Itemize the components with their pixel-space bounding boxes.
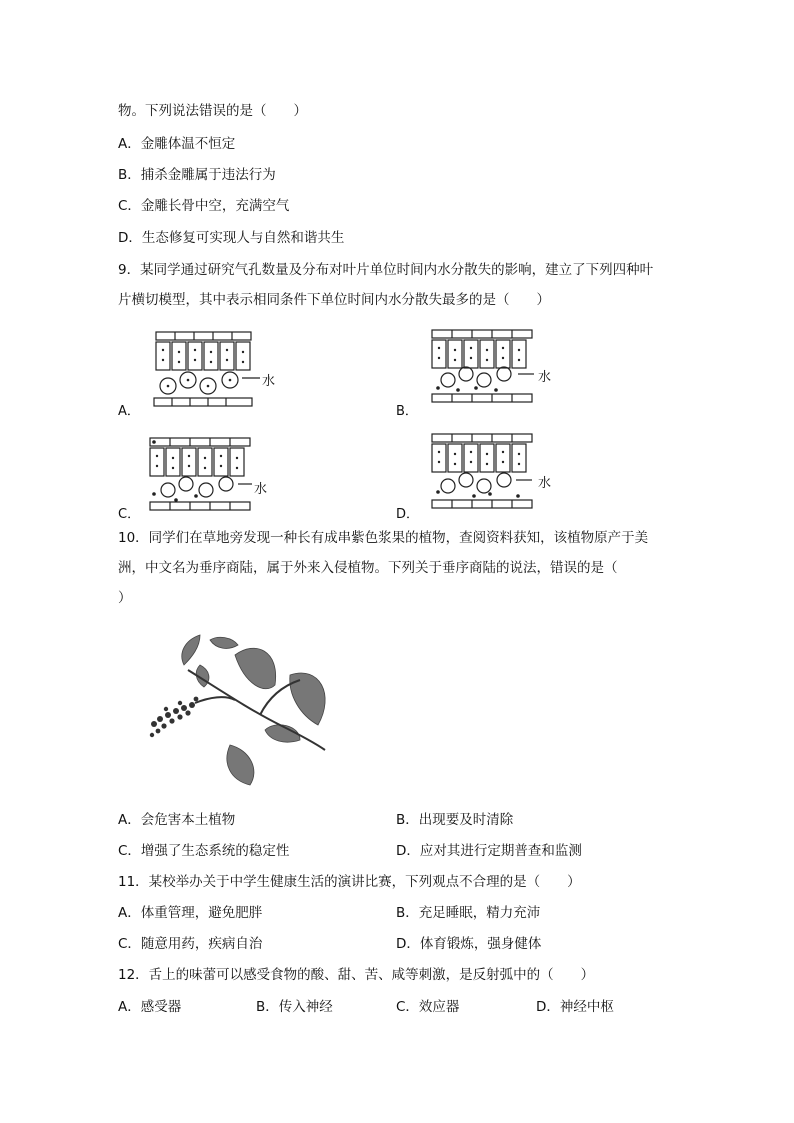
q10-option-b: B．出现要及时清除 bbox=[396, 812, 514, 828]
q9-leaf-model-c bbox=[146, 436, 281, 516]
q12-option-b: B．传入神经 bbox=[256, 999, 333, 1015]
q9-figure-d-label: D． bbox=[396, 507, 420, 522]
q10-option-a: A．会危害本土植物 bbox=[118, 812, 236, 828]
q9-figure-d-water-label: 水 bbox=[538, 476, 552, 491]
q8-option-b: B．捕杀金雕属于违法行为 bbox=[118, 167, 276, 183]
q9-figure-b-label: B． bbox=[396, 404, 418, 419]
q8-option-a: A．金雕体温不恒定 bbox=[118, 136, 236, 152]
q11-option-c: C．随意用药，疾病自治 bbox=[118, 936, 263, 952]
q9-figure-a-water-label: 水 bbox=[262, 374, 276, 389]
q11-option-b: B．充足睡眠，精力充沛 bbox=[396, 905, 541, 921]
q10-stem-line2: 洲，中文名为垂序商陆，属于外来入侵植物。下列关于垂序商陆的说法，错误的是（ bbox=[118, 560, 618, 576]
q10-stem-line3: ） bbox=[118, 590, 132, 606]
q12-stem: 12．舌上的味蕾可以感受食物的酸、甜、苦、咸等刺激，是反射弧中的（ ） bbox=[118, 967, 595, 983]
q9-figure-c-water-label: 水 bbox=[254, 482, 268, 497]
q9-stem-line2: 片横切模型，其中表示相同条件下单位时间内水分散失最多的是（ ） bbox=[118, 292, 550, 308]
q10-stem-line1: 10．同学们在草地旁发现一种长有成串紫色浆果的植物，查阅资料获知，该植物原产于美 bbox=[118, 530, 649, 546]
q8-stem-tail: 物。下列说法错误的是（ ） bbox=[118, 103, 307, 119]
q12-option-d: D．神经中枢 bbox=[536, 999, 614, 1015]
q9-figure-a-label: A． bbox=[118, 404, 140, 419]
pokeweed-plant-illustration bbox=[140, 625, 340, 795]
q11-option-a: A．体重管理，避免肥胖 bbox=[118, 905, 263, 921]
q9-stem-line1: 9．某同学通过研究气孔数量及分布对叶片单位时间内水分散失的影响，建立了下列四种叶 bbox=[118, 262, 654, 278]
q8-option-c: C．金雕长骨中空，充满空气 bbox=[118, 198, 290, 214]
q12-option-c: C．效应器 bbox=[396, 999, 460, 1015]
q8-option-d: D．生态修复可实现人与自然和谐共生 bbox=[118, 230, 345, 246]
q11-option-d: D．体育锻炼，强身健体 bbox=[396, 936, 542, 952]
q12-option-a: A．感受器 bbox=[118, 999, 182, 1015]
q9-figure-c-label: C． bbox=[118, 507, 141, 522]
q9-figure-b-water-label: 水 bbox=[538, 370, 552, 385]
q10-option-d: D．应对其进行定期普查和监测 bbox=[396, 843, 582, 859]
q10-option-c: C．增强了生态系统的稳定性 bbox=[118, 843, 290, 859]
q11-stem: 11．某校举办关于中学生健康生活的演讲比赛，下列观点不合理的是（ ） bbox=[118, 874, 581, 890]
